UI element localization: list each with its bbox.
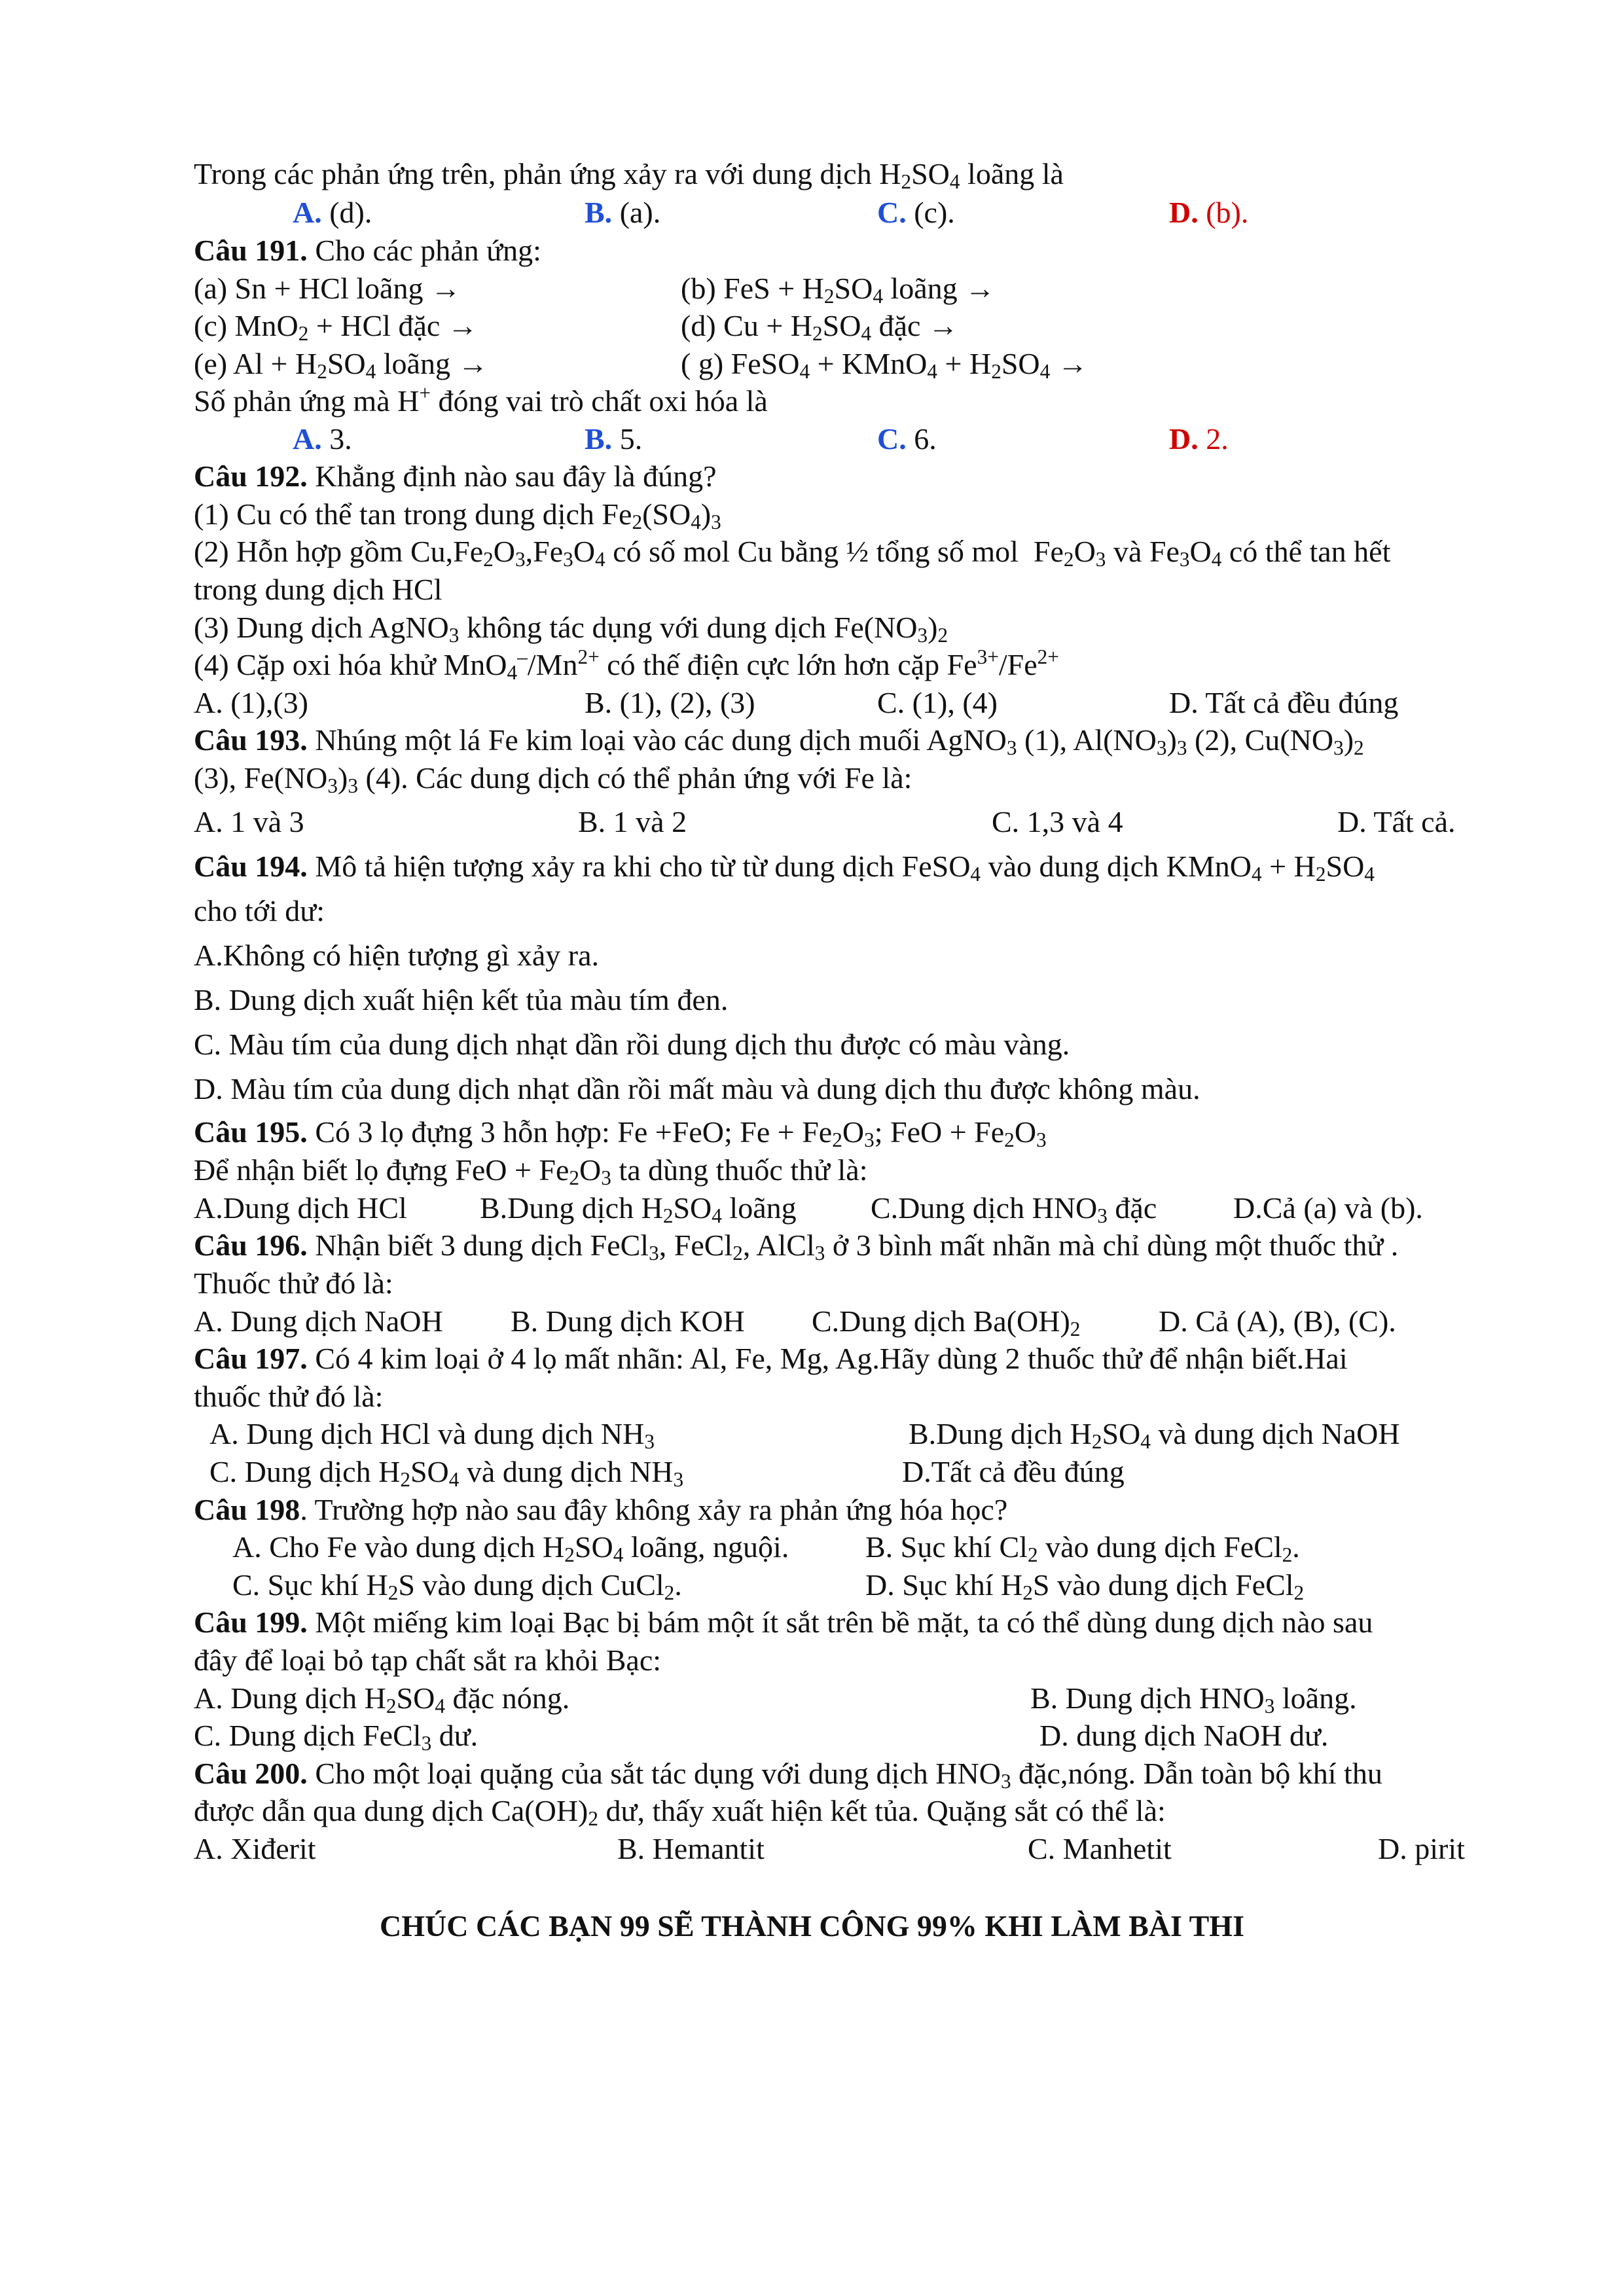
- question-text: Một miếng kim loại Bạc bị bám một ít sắt trên bề mặt, ta có thể dùng dung dịch nào sau: [307, 1605, 1373, 1639]
- q192-statement-2-cont: trong dung dịch HCl: [194, 573, 442, 606]
- question-number: Câu 197.: [194, 1342, 308, 1375]
- q194-option-a: A.Không có hiện tượng gì xảy ra.: [194, 939, 600, 972]
- question-192-stem: [194, 461, 717, 492]
- question-196-stem-cont: Thuốc thử đó là:: [194, 1266, 393, 1300]
- q191-option-c: [877, 424, 937, 454]
- q193-option-a: A. 1 và 3: [194, 805, 304, 838]
- q195-option-a: A.Dung dịch HCl: [194, 1191, 407, 1225]
- question-191-ask: Số phản ứng mà H+ đóng vai trò chất oxi hóa là: [194, 381, 768, 418]
- reaction-c: (c) MnO$_2$ + HCl đặc →: [194, 309, 478, 345]
- q198-option-c: C. Sục khí $H_2S$ vào dung dịch CuCl$_2$.: [232, 1568, 682, 1604]
- option-label: C.: [877, 196, 907, 229]
- question-text: Khẳng định nào sau đây là đúng?: [307, 459, 717, 493]
- option-text: 5.: [612, 422, 643, 456]
- question-number: Câu 192.: [194, 459, 308, 493]
- q199-option-b: B. Dung dịch $HNO_3$ loãng.: [1030, 1681, 1357, 1717]
- option-text: (d).: [321, 196, 372, 229]
- q192-option-d: D. Tất cả đều đúng: [1169, 686, 1399, 719]
- question-number: Câu 199.: [194, 1605, 308, 1639]
- reaction-a: (a) Sn + HCl loãng →: [194, 272, 461, 305]
- question-200-stem-cont: được dẫn qua dung dịch $Ca(OH)_2$ dư, thấy xuất hiện kết tủa. Quặng sắt có thể là:: [194, 1794, 1166, 1830]
- question-number: Câu 195.: [194, 1115, 308, 1149]
- option-text: (b).: [1198, 196, 1249, 229]
- option-label: C.: [877, 422, 907, 456]
- intro-option-b: [585, 198, 660, 228]
- q196-option-d: D. Cả (A), (B), (C).: [1159, 1304, 1396, 1338]
- option-text: 6.: [906, 422, 937, 456]
- q192-option-a: A. (1),(3): [194, 686, 308, 719]
- reaction-g: ( g) FeSO$_4$ + KMnO$_4$ + $H_2SO_4$ →: [681, 347, 1088, 383]
- question-text: Có 4 kim loại ở 4 lọ mất nhãn: Al, Fe, Mg, Ag.Hãy dùng 2 thuốc thử để nhận biết.Hai: [307, 1342, 1348, 1375]
- q199-option-d: D. dung dịch NaOH dư.: [1039, 1719, 1329, 1752]
- question-195-stem: [194, 1115, 1047, 1151]
- intro-option-d: [1169, 198, 1248, 228]
- option-text: (a).: [612, 196, 661, 229]
- question-193-stem: [194, 723, 1364, 759]
- question-text: Nhận biết 3 dung dịch FeCl$_3$, FeCl$_2$, AlCl$_3$ ở 3 bình mất nhãn mà chỉ dùng một thuốc thử .: [307, 1229, 1399, 1265]
- q191-option-d: [1169, 424, 1229, 454]
- q200-option-d: D. pirit: [1378, 1832, 1465, 1865]
- question-198-stem: [194, 1495, 1007, 1525]
- q197-option-d: D.Tất cả đều đúng: [902, 1455, 1125, 1488]
- q198-option-d: D. Sục khí $H_2S$ vào dung dịch FeCl$_2$: [865, 1568, 1305, 1604]
- question-195-stem-cont: Để nhận biết lọ đựng FeO + $Fe_2O_3$ ta dùng thuốc thử là:: [194, 1153, 868, 1189]
- q198-option-b: B. Sục khí $Cl_2$ vào dung dịch FeCl$_2$.: [865, 1530, 1300, 1566]
- q195-option-d: D.Cả (a) và (b).: [1233, 1191, 1423, 1225]
- option-text: 2.: [1198, 422, 1229, 456]
- option-label: D.: [1169, 196, 1199, 229]
- question-191-stem: [194, 236, 541, 266]
- option-label: A.: [293, 196, 322, 229]
- reaction-e: (e) $Al + H_2SO_4$ loãng →: [194, 347, 488, 383]
- question-text: . Trường hợp nào sau đây không xảy ra phản ứng hóa học?: [300, 1493, 1008, 1526]
- question-194-stem: [194, 850, 1375, 886]
- question-193-stem-cont: (3), $Fe(NO_3)_3$ (4). Các dung dịch có thể phản ứng với Fe là:: [194, 761, 912, 797]
- question-196-stem: [194, 1229, 1399, 1265]
- question-text: Cho một loại quặng của sắt tác dụng với dung dịch $HNO_3$ đặc,nóng. Dẫn toàn bộ khí thu: [307, 1757, 1382, 1793]
- question-194-stem-cont: cho tới dư:: [194, 894, 325, 927]
- q200-option-b: B. Hemantit: [617, 1832, 765, 1865]
- q197-option-b: B.Dung dịch $H_2SO_4$ và dung dịch NaOH: [909, 1417, 1400, 1453]
- q194-option-c: C. Màu tím của dung dịch nhạt dần rồi dung dịch thu được có màu vàng.: [194, 1028, 1070, 1061]
- q194-option-b: B. Dung dịch xuất hiện kết tủa màu tím đen.: [194, 983, 729, 1016]
- question-199-stem-cont: đây để loại bỏ tạp chất sắt ra khỏi Bạc:: [194, 1643, 662, 1677]
- q195-option-c: C.Dung dịch $HNO_3$ đặc: [871, 1191, 1157, 1227]
- q191-option-a: [293, 424, 352, 454]
- q198-option-a: A. Cho Fe vào dung dịch $H_2SO_4$ loãng, nguội.: [232, 1530, 789, 1566]
- q191-option-b: [585, 424, 642, 454]
- reaction-b: (b) FeS + $H_2SO_4$ loãng →: [681, 272, 996, 308]
- closing-message: CHÚC CÁC BẠN 99 SẼ THÀNH CÔNG 99% KHI LÀM BÀI THI: [380, 1909, 1244, 1943]
- intro-option-a: [293, 198, 372, 228]
- question-text: Nhúng một lá Fe kim loại vào các dung dịch muối AgNO$_3$ (1), $Al(NO_3)_3$ (2), $Cu(NO_3)_2$: [307, 723, 1364, 759]
- question-text: Cho các phản ứng:: [307, 234, 541, 267]
- q193-option-c: C. 1,3 và 4: [992, 805, 1123, 838]
- q192-option-c: C. (1), (4): [877, 686, 998, 719]
- q196-option-b: B. Dung dịch KOH: [511, 1304, 745, 1338]
- q195-option-b: B.Dung dịch $H_2SO_4$ loãng: [480, 1191, 797, 1227]
- q199-option-c: C. Dung dịch FeCl$_3$ dư.: [194, 1719, 478, 1755]
- question-text: Mô tả hiện tượng xảy ra khi cho từ từ dung dịch FeSO$_4$ vào dung dịch KMnO$_4$ + $H_2SO_4$: [307, 850, 1375, 886]
- question-number: Câu 191.: [194, 234, 308, 267]
- q194-option-d: D. Màu tím của dung dịch nhạt dần rồi mất màu và dung dịch thu được không màu.: [194, 1072, 1200, 1105]
- question-number: Câu 196.: [194, 1229, 308, 1262]
- question-number: Câu 198: [194, 1493, 300, 1526]
- question-number: Câu 193.: [194, 723, 308, 757]
- intro-line: Trong các phản ứng trên, phản ứng xảy ra với dung dịch $H_2SO_4$ loãng là: [194, 157, 1064, 193]
- option-text: 3.: [321, 422, 352, 456]
- q193-option-d: D. Tất cả.: [1337, 805, 1456, 838]
- intro-option-c: [877, 198, 955, 228]
- option-label: A.: [293, 422, 322, 456]
- option-label: B.: [585, 422, 613, 456]
- q192-option-b: B. (1), (2), (3): [585, 686, 755, 719]
- question-number: Câu 200.: [194, 1757, 308, 1790]
- question-197-stem-cont: thuốc thử đó là:: [194, 1380, 384, 1413]
- q200-option-a: A. Xiđerit: [194, 1832, 316, 1865]
- q199-option-a: A. Dung dịch $H_2SO_4$ đặc nóng.: [194, 1681, 570, 1717]
- q196-option-a: A. Dung dịch NaOH: [194, 1304, 443, 1338]
- question-199-stem: [194, 1607, 1373, 1638]
- question-197-stem: [194, 1344, 1348, 1374]
- question-number: Câu 194.: [194, 850, 308, 883]
- q192-statement-3: (3) Dung dịch AgNO$_3$ không tác dụng với dung dịch $Fe(NO_3)_2$: [194, 611, 948, 647]
- question-text: Có 3 lọ đựng 3 hỗn hợp: Fe +FeO; $Fe + Fe_2O_3$; FeO + $Fe_2O_3$: [307, 1115, 1047, 1151]
- option-label: D.: [1169, 422, 1199, 456]
- q196-option-c: C.Dung dịch $Ba(OH)_2$: [812, 1304, 1081, 1340]
- q200-option-c: C. Manhetit: [1028, 1832, 1172, 1865]
- option-text: (c).: [906, 196, 955, 229]
- q192-statement-4: (4) Cặp oxi hóa khử $MnO_4^-/Mn^{2+}$ có thế điện cực lớn hơn cặp $Fe^{3+}/Fe^{2+}$: [194, 645, 1059, 684]
- q197-option-c: C. Dung dịch $H_2SO_4$ và dung dịch $NH_3$: [209, 1455, 684, 1491]
- q192-statement-1: (1) Cu có thể tan trong dung dịch $Fe_2(SO_4)_3$: [194, 497, 721, 533]
- q193-option-b: B. 1 và 2: [578, 805, 687, 838]
- reaction-d: (d) $Cu + H_2SO_4$ đặc →: [681, 309, 958, 345]
- q197-option-a: A. Dung dịch HCl và dung dịch $NH_3$: [209, 1417, 655, 1453]
- question-200-stem: [194, 1757, 1382, 1793]
- q192-statement-2: (2) Hỗn hợp gồm $Cu,Fe_2O_3,Fe_3O_4$ có số mol Cu bằng ½ tổng số mol $Fe_2O_3$ và $Fe_3O_4$ có thể tan hết: [194, 535, 1391, 571]
- option-label: B.: [585, 196, 613, 229]
